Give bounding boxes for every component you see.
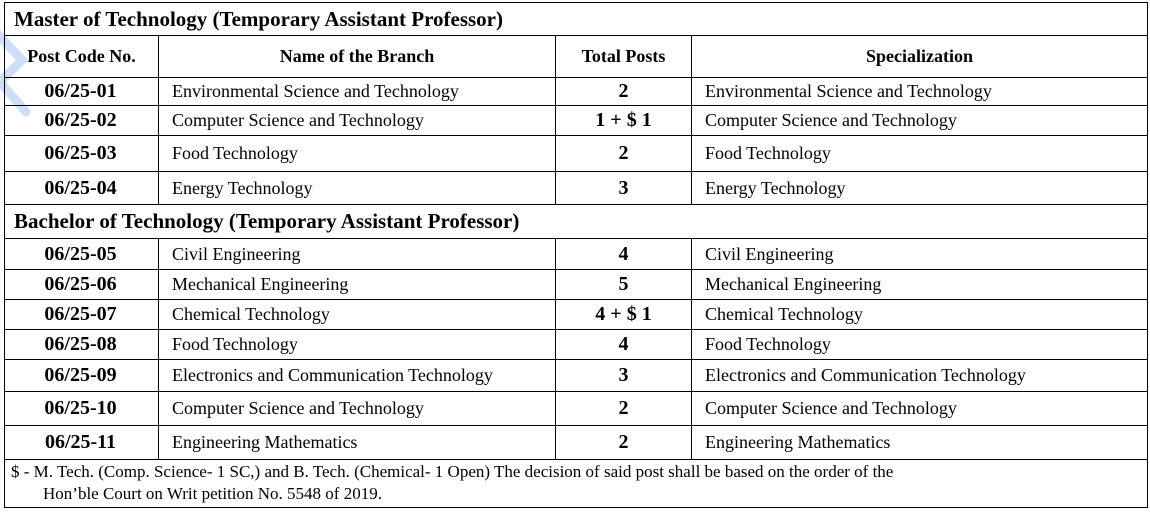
table-row xyxy=(5,172,1148,205)
table-row xyxy=(5,360,1148,392)
post-code: 06/25-04 xyxy=(5,172,159,205)
table-row xyxy=(5,106,1148,136)
specialization: Chemical Technology xyxy=(692,300,1148,330)
total-posts: 3 xyxy=(556,360,692,392)
specialization: Energy Technology xyxy=(692,172,1148,205)
branch-name: Computer Science and Technology xyxy=(159,106,556,136)
post-code: 06/25-05 xyxy=(5,239,159,270)
specialization: Food Technology xyxy=(692,330,1148,360)
specialization: Engineering Mathematics xyxy=(692,426,1148,460)
footnote-line-2: Hon’ble Court on Writ petition No. 5548 of 2019. xyxy=(43,484,382,503)
table-row xyxy=(5,426,1148,460)
total-posts: 5 xyxy=(556,270,692,300)
specialization: Food Technology xyxy=(692,136,1148,172)
total-posts: 3 xyxy=(556,172,692,205)
section-row-btech xyxy=(5,205,1148,239)
header-post-code: Post Code No. xyxy=(5,36,159,78)
header-branch: Name of the Branch xyxy=(159,36,556,78)
post-code: 06/25-08 xyxy=(5,330,159,360)
header-row xyxy=(5,36,1148,78)
post-code: 06/25-01 xyxy=(5,78,159,106)
branch-name: Civil Engineering xyxy=(159,239,556,270)
table-row xyxy=(5,136,1148,172)
total-posts: 4 xyxy=(556,239,692,270)
total-posts: 2 xyxy=(556,392,692,426)
post-code: 06/25-07 xyxy=(5,300,159,330)
table-row xyxy=(5,270,1148,300)
section-title: Master of Technology (Temporary Assistant Professor) xyxy=(5,3,1148,36)
total-posts: 4 + $ 1 xyxy=(556,300,692,330)
table-row xyxy=(5,239,1148,270)
branch-name: Mechanical Engineering xyxy=(159,270,556,300)
specialization: Environmental Science and Technology xyxy=(692,78,1148,106)
post-code: 06/25-09 xyxy=(5,360,159,392)
post-code: 06/25-02 xyxy=(5,106,159,136)
table-row xyxy=(5,392,1148,426)
branch-name: Chemical Technology xyxy=(159,300,556,330)
specialization: Electronics and Communication Technology xyxy=(692,360,1148,392)
total-posts: 2 xyxy=(556,136,692,172)
branch-name: Electronics and Communication Technology xyxy=(159,360,556,392)
specialization: Computer Science and Technology xyxy=(692,392,1148,426)
branch-name: Energy Technology xyxy=(159,172,556,205)
header-total-posts: Total Posts xyxy=(556,36,692,78)
table-row xyxy=(5,78,1148,106)
total-posts: 2 xyxy=(556,78,692,106)
total-posts: 1 + $ 1 xyxy=(556,106,692,136)
post-code: 06/25-03 xyxy=(5,136,159,172)
branch-name: Food Technology xyxy=(159,136,556,172)
footnote xyxy=(5,460,1148,508)
branch-name: Computer Science and Technology xyxy=(159,392,556,426)
table-row xyxy=(5,330,1148,360)
post-code: 06/25-06 xyxy=(5,270,159,300)
specialization: Computer Science and Technology xyxy=(692,106,1148,136)
branch-name: Engineering Mathematics xyxy=(159,426,556,460)
total-posts: 2 xyxy=(556,426,692,460)
posts-table xyxy=(4,2,1148,508)
specialization: Mechanical Engineering xyxy=(692,270,1148,300)
post-code: 06/25-10 xyxy=(5,392,159,426)
branch-name: Food Technology xyxy=(159,330,556,360)
post-code: 06/25-11 xyxy=(5,426,159,460)
section-title: Bachelor of Technology (Temporary Assistant Professor) xyxy=(5,205,1148,239)
posts-table-sheet xyxy=(4,2,1147,508)
header-specialization: Specialization xyxy=(692,36,1148,78)
branch-name: Environmental Science and Technology xyxy=(159,78,556,106)
total-posts: 4 xyxy=(556,330,692,360)
section-row-mtech xyxy=(5,3,1148,36)
specialization: Civil Engineering xyxy=(692,239,1148,270)
footnote-row xyxy=(5,460,1148,508)
table-row xyxy=(5,300,1148,330)
footnote-line-1: $ - M. Tech. (Comp. Science- 1 SC,) and B. Tech. (Chemical- 1 Open) The decision of said post shall be based on the order of the xyxy=(11,462,894,481)
